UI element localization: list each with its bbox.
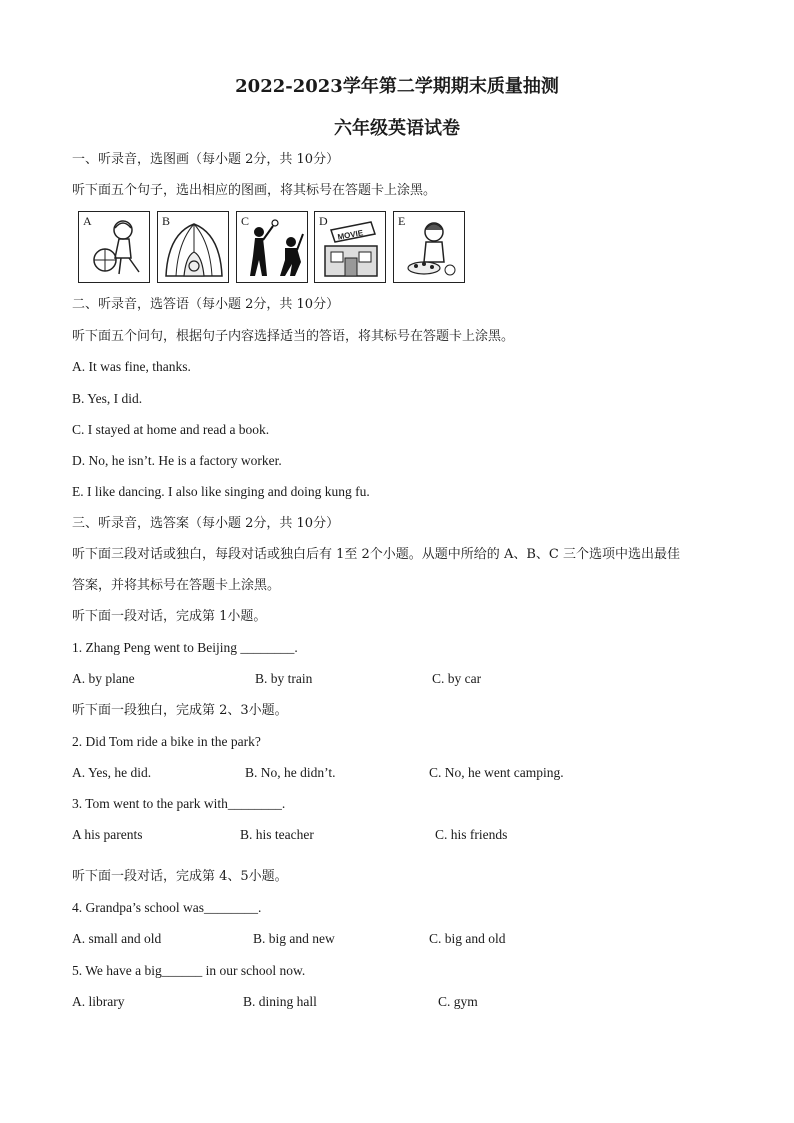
part2-heading: 二、听录音，选答语（每小题 2分，共 10分） [72,297,340,312]
boy-with-bike-wheel-icon [79,212,151,284]
answer-option-d: D. No, he isn’t. He is a factory worker. [72,453,282,468]
question-4-option-a: A. small and old [72,931,162,946]
answer-option-a: A. It was fine, thanks. [72,359,191,374]
picture-label: B [162,214,171,228]
movie-theater-icon [315,212,387,284]
question-4: 4. Grandpa’s school was________. [72,900,262,915]
part2-instruction: 听下面五个问句，根据句子内容选择适当的答语，将其标号在答题卡上涂黑。 [72,329,515,344]
picture-d [314,211,386,283]
part3-heading: 三、听录音，选答案（每小题 2分，共 10分） [72,516,340,531]
picture-b [157,211,229,283]
svg-text:MOVIE: MOVIE [336,228,364,242]
question-2: 2. Did Tom ride a bike in the park? [72,734,261,749]
question-1-option-c: C. by car [432,671,482,686]
question-1-option-b: B. by train [255,671,313,686]
question-1: 1. Zhang Peng went to Beijing ________. [72,640,298,655]
tent-icon [158,212,230,284]
title-line1: 2022-2023学年第二学期期末质量抽测 [235,76,559,97]
question-5: 5. We have a big______ in our school now. [72,963,306,978]
boy-cooking-icon [394,212,466,284]
section-instruction-1: 听下面一段对话，完成第 1小题。 [72,609,267,624]
question-1-option-a: A. by plane [72,671,135,686]
part3-instruction-line2: 答案，并将其标号在答题卡上涂黑。 [72,578,281,593]
part3-instruction-line1: 听下面三段对话或独白，每段对话或独白后有 1至 2个小题。从题中所给的 A、B、C 三个选项中选出最佳 [72,547,680,562]
part1-heading: 一、听录音，选图画（每小题 2分，共 10分） [72,152,340,167]
picture-label: C [241,214,250,228]
answer-option-c: C. I stayed at home and read a book. [72,422,270,437]
question-3-option-b: B. his teacher [240,827,314,842]
section-instruction-2: 听下面一段独白，完成第 2、3小题。 [72,703,288,718]
title-line2: 六年级英语试卷 [334,118,460,139]
picture-c [236,211,308,283]
question-3-option-a: A his parents [72,827,143,842]
picture-e [393,211,465,283]
picture-label: D [319,214,328,228]
question-2-option-c: C. No, he went camping. [429,765,564,780]
question-3: 3. Tom went to the park with________. [72,796,286,811]
question-2-option-b: B. No, he didn’t. [245,765,336,780]
picture-a [78,211,150,283]
question-4-option-c: C. big and old [429,931,506,946]
answer-option-b: B. Yes, I did. [72,391,143,406]
part1-instruction: 听下面五个句子，选出相应的图画，将其标号在答题卡上涂黑。 [72,183,437,198]
question-2-option-a: A. Yes, he did. [72,765,152,780]
people-playing-badminton-icon [237,212,309,284]
picture-label: E [398,214,406,228]
question-4-option-b: B. big and new [253,931,335,946]
picture-label: A [83,214,92,228]
question-5-option-b: B. dining hall [243,994,317,1009]
question-5-option-c: C. gym [438,994,478,1009]
question-5-option-a: A. library [72,994,125,1009]
question-3-option-c: C. his friends [435,827,508,842]
answer-option-e: E. I like dancing. I also like singing and doing kung fu. [72,484,370,499]
section-instruction-3: 听下面一段对话，完成第 4、5小题。 [72,869,288,884]
